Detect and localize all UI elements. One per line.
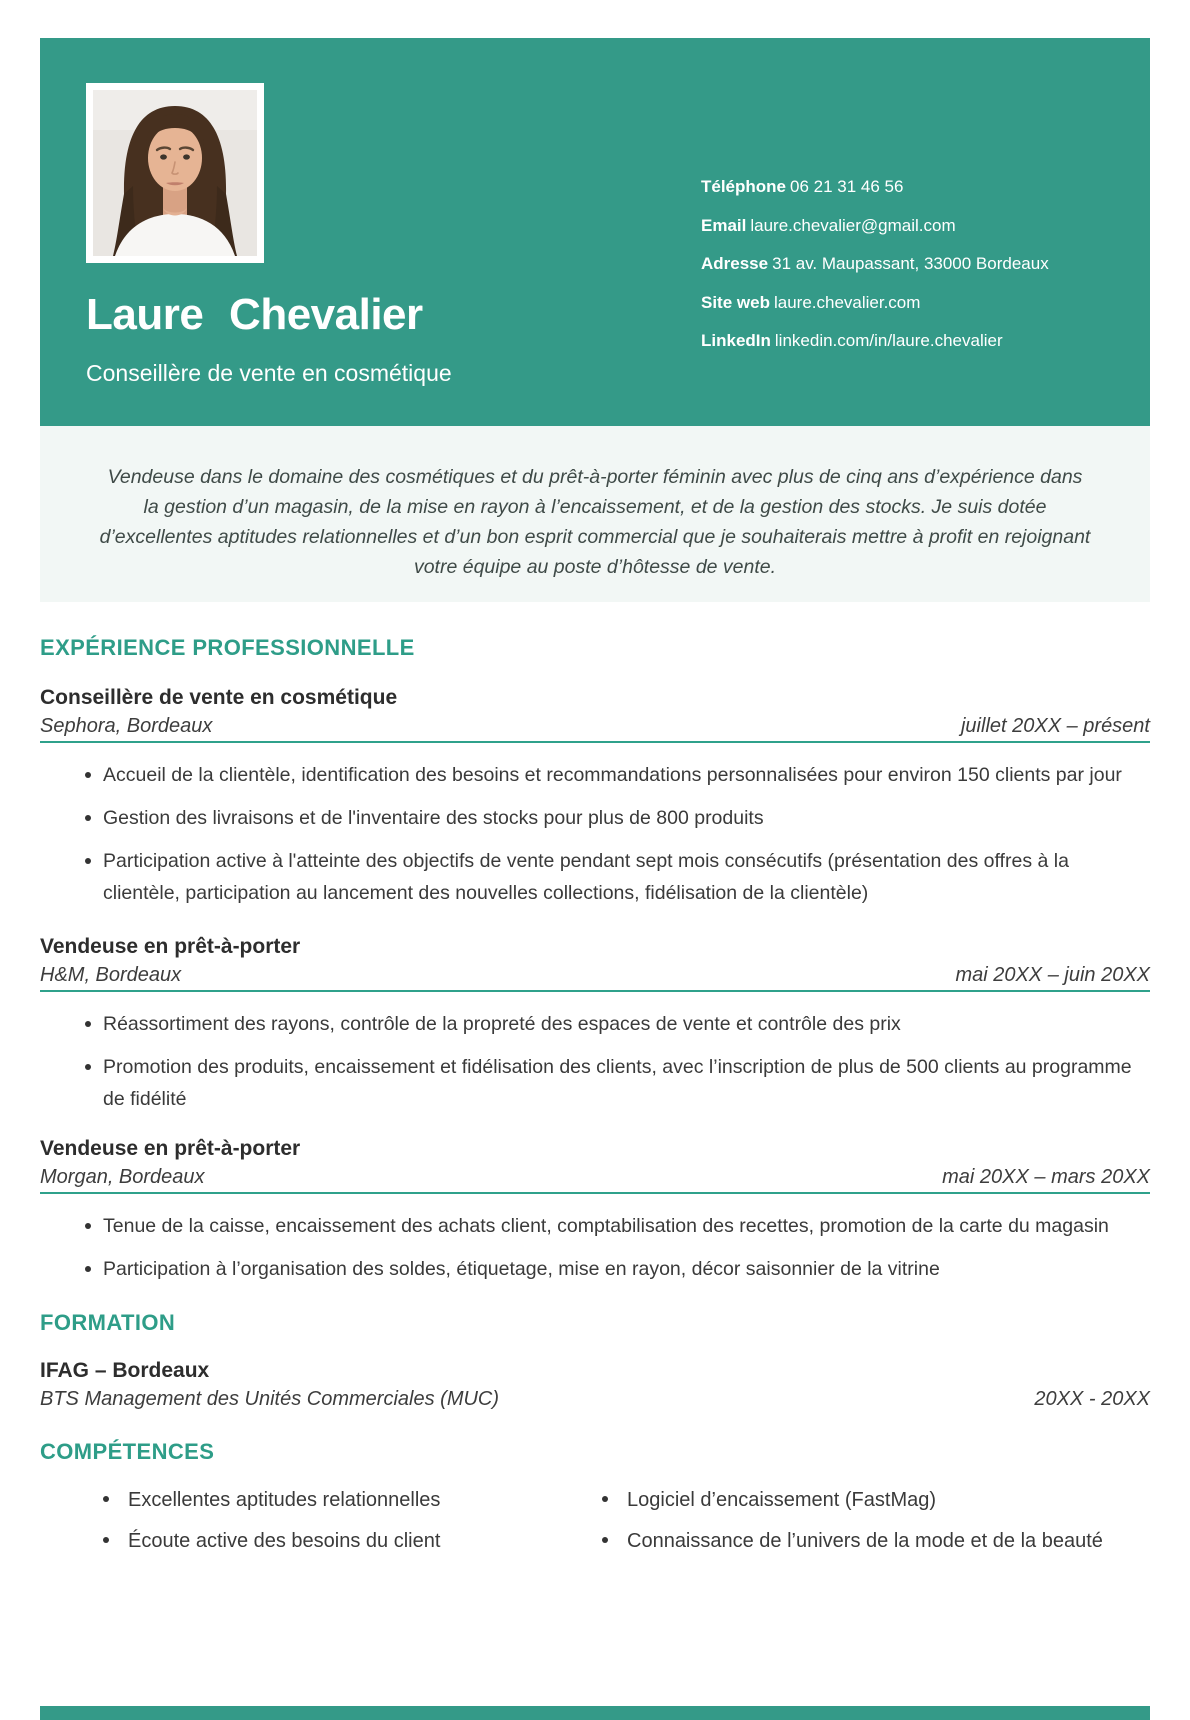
section-heading-skills: COMPÉTENCES xyxy=(40,1439,215,1464)
job-company: Morgan, Bordeaux xyxy=(40,1166,205,1188)
degree-name: BTS Management des Unités Commerciales (MUC) xyxy=(40,1388,500,1410)
contact-value: laure.chevalier@gmail.com xyxy=(750,215,956,235)
job-bullet-list xyxy=(40,1210,1150,1285)
job-bullet-list xyxy=(40,759,1150,909)
list-item: Logiciel d’encaissement (FastMag) xyxy=(627,1488,1150,1512)
experience-entry xyxy=(40,1137,1150,1285)
list-item: Gestion des livraisons et de l'inventaire des stocks pour plus de 800 produits xyxy=(40,802,1150,834)
list-item: Réassortiment des rayons, contrôle de la propreté des espaces de vente et contrôle des prix xyxy=(40,1008,1150,1040)
job-dates: juillet 20XX – présent xyxy=(960,715,1150,737)
contact-block xyxy=(701,168,1049,361)
job-title: Conseillère de vente en cosmétique xyxy=(40,686,398,709)
job-title: Vendeuse en prêt-à-porter xyxy=(40,1137,301,1160)
person-name: Laure Chevalier xyxy=(86,290,423,339)
list-item: Participation à l’organisation des soldes, étiquetage, mise en rayon, décor saisonnier de la vitrine xyxy=(40,1253,1150,1285)
job-company: H&M, Bordeaux xyxy=(40,964,182,986)
job-meta-row xyxy=(40,1166,1150,1188)
education-meta-row xyxy=(40,1388,1150,1410)
job-title: Vendeuse en prêt-à-porter xyxy=(40,935,301,958)
list-item: Écoute active des besoins du client xyxy=(128,1529,627,1553)
portrait-illustration xyxy=(93,90,257,256)
resume-page xyxy=(0,38,1190,1720)
person-headline: Conseillère de vente en cosmétique xyxy=(86,360,452,386)
divider-rule xyxy=(40,741,1150,743)
header-band xyxy=(40,38,1150,426)
contact-label: Site web xyxy=(701,292,770,312)
footer-accent-bar xyxy=(40,1706,1150,1720)
contact-row-website xyxy=(701,284,1049,323)
contact-row-address xyxy=(701,245,1049,284)
contact-row-email xyxy=(701,207,1049,246)
school-name: IFAG – Bordeaux xyxy=(40,1359,210,1382)
contact-label: LinkedIn xyxy=(701,331,771,350)
list-item: Excellentes aptitudes relationnelles xyxy=(128,1488,627,1512)
skills-column-left xyxy=(128,1488,627,1570)
divider-rule xyxy=(40,990,1150,992)
list-item: Tenue de la caisse, encaissement des achats client, comptabilisation des recettes, promotion de la carte du magasin xyxy=(40,1210,1150,1242)
job-bullet-list xyxy=(40,1008,1150,1115)
contact-value: laure.chevalier.com xyxy=(773,292,921,312)
contact-row-linkedin xyxy=(701,322,1049,361)
job-meta-row xyxy=(40,715,1150,737)
contact-label: Téléphone xyxy=(701,177,787,196)
contact-label: Adresse xyxy=(701,254,769,273)
contact-row-phone xyxy=(701,168,1049,207)
list-item: Participation active à l'atteinte des objectifs de vente pendant sept mois consécutifs (présentation des offres à la clientèle, participation au lancement des nouvelles collections, fidélisation de la clientèle) xyxy=(40,845,1150,909)
main-content xyxy=(40,636,1150,1570)
list-item: Promotion des produits, encaissement et fidélisation des clients, avec l’inscription de plus de 500 clients au programme de fidélité xyxy=(40,1051,1150,1115)
profile-summary: Vendeuse dans le domaine des cosmétiques et du prêt-à-porter féminin avec plus de cinq ans d’expérience dans la gestion d’un magasin, de la mise en rayon à l’encaissement, et de la gestion des stocks. Je suis dotée d’excellentes aptitudes relationnelles et d’un bon esprit commercial que je souhaiterais mettre à profit en rejoignant votre équipe au poste d’hôtesse de vente. xyxy=(40,426,1150,602)
skills-column-right xyxy=(627,1488,1150,1570)
contact-label: Email xyxy=(701,215,747,235)
contact-value: linkedin.com/in/laure.chevalier xyxy=(774,331,1003,350)
job-dates: mai 20XX – mars 20XX xyxy=(942,1166,1150,1188)
education-entry xyxy=(40,1359,1150,1410)
contact-value: 31 av. Maupassant, 33000 Bordeaux xyxy=(772,254,1049,273)
section-heading-education: FORMATION xyxy=(40,1310,176,1335)
list-item: Connaissance de l’univers de la mode et de la beauté xyxy=(627,1529,1150,1553)
list-item: Accueil de la clientèle, identification des besoins et recommandations personnalisées pour environ 150 clients par jour xyxy=(40,759,1150,791)
job-dates: mai 20XX – juin 20XX xyxy=(955,964,1150,986)
experience-entry xyxy=(40,935,1150,1115)
job-company: Sephora, Bordeaux xyxy=(40,715,213,737)
profile-photo xyxy=(86,83,264,263)
experience-entry xyxy=(40,686,1150,909)
job-meta-row xyxy=(40,964,1150,986)
skills-grid xyxy=(40,1488,1150,1570)
divider-rule xyxy=(40,1192,1150,1194)
section-heading-experience: EXPÉRIENCE PROFESSIONNELLE xyxy=(40,635,415,660)
education-dates: 20XX - 20XX xyxy=(1034,1388,1150,1410)
contact-value: 06 21 31 46 56 xyxy=(790,177,904,196)
